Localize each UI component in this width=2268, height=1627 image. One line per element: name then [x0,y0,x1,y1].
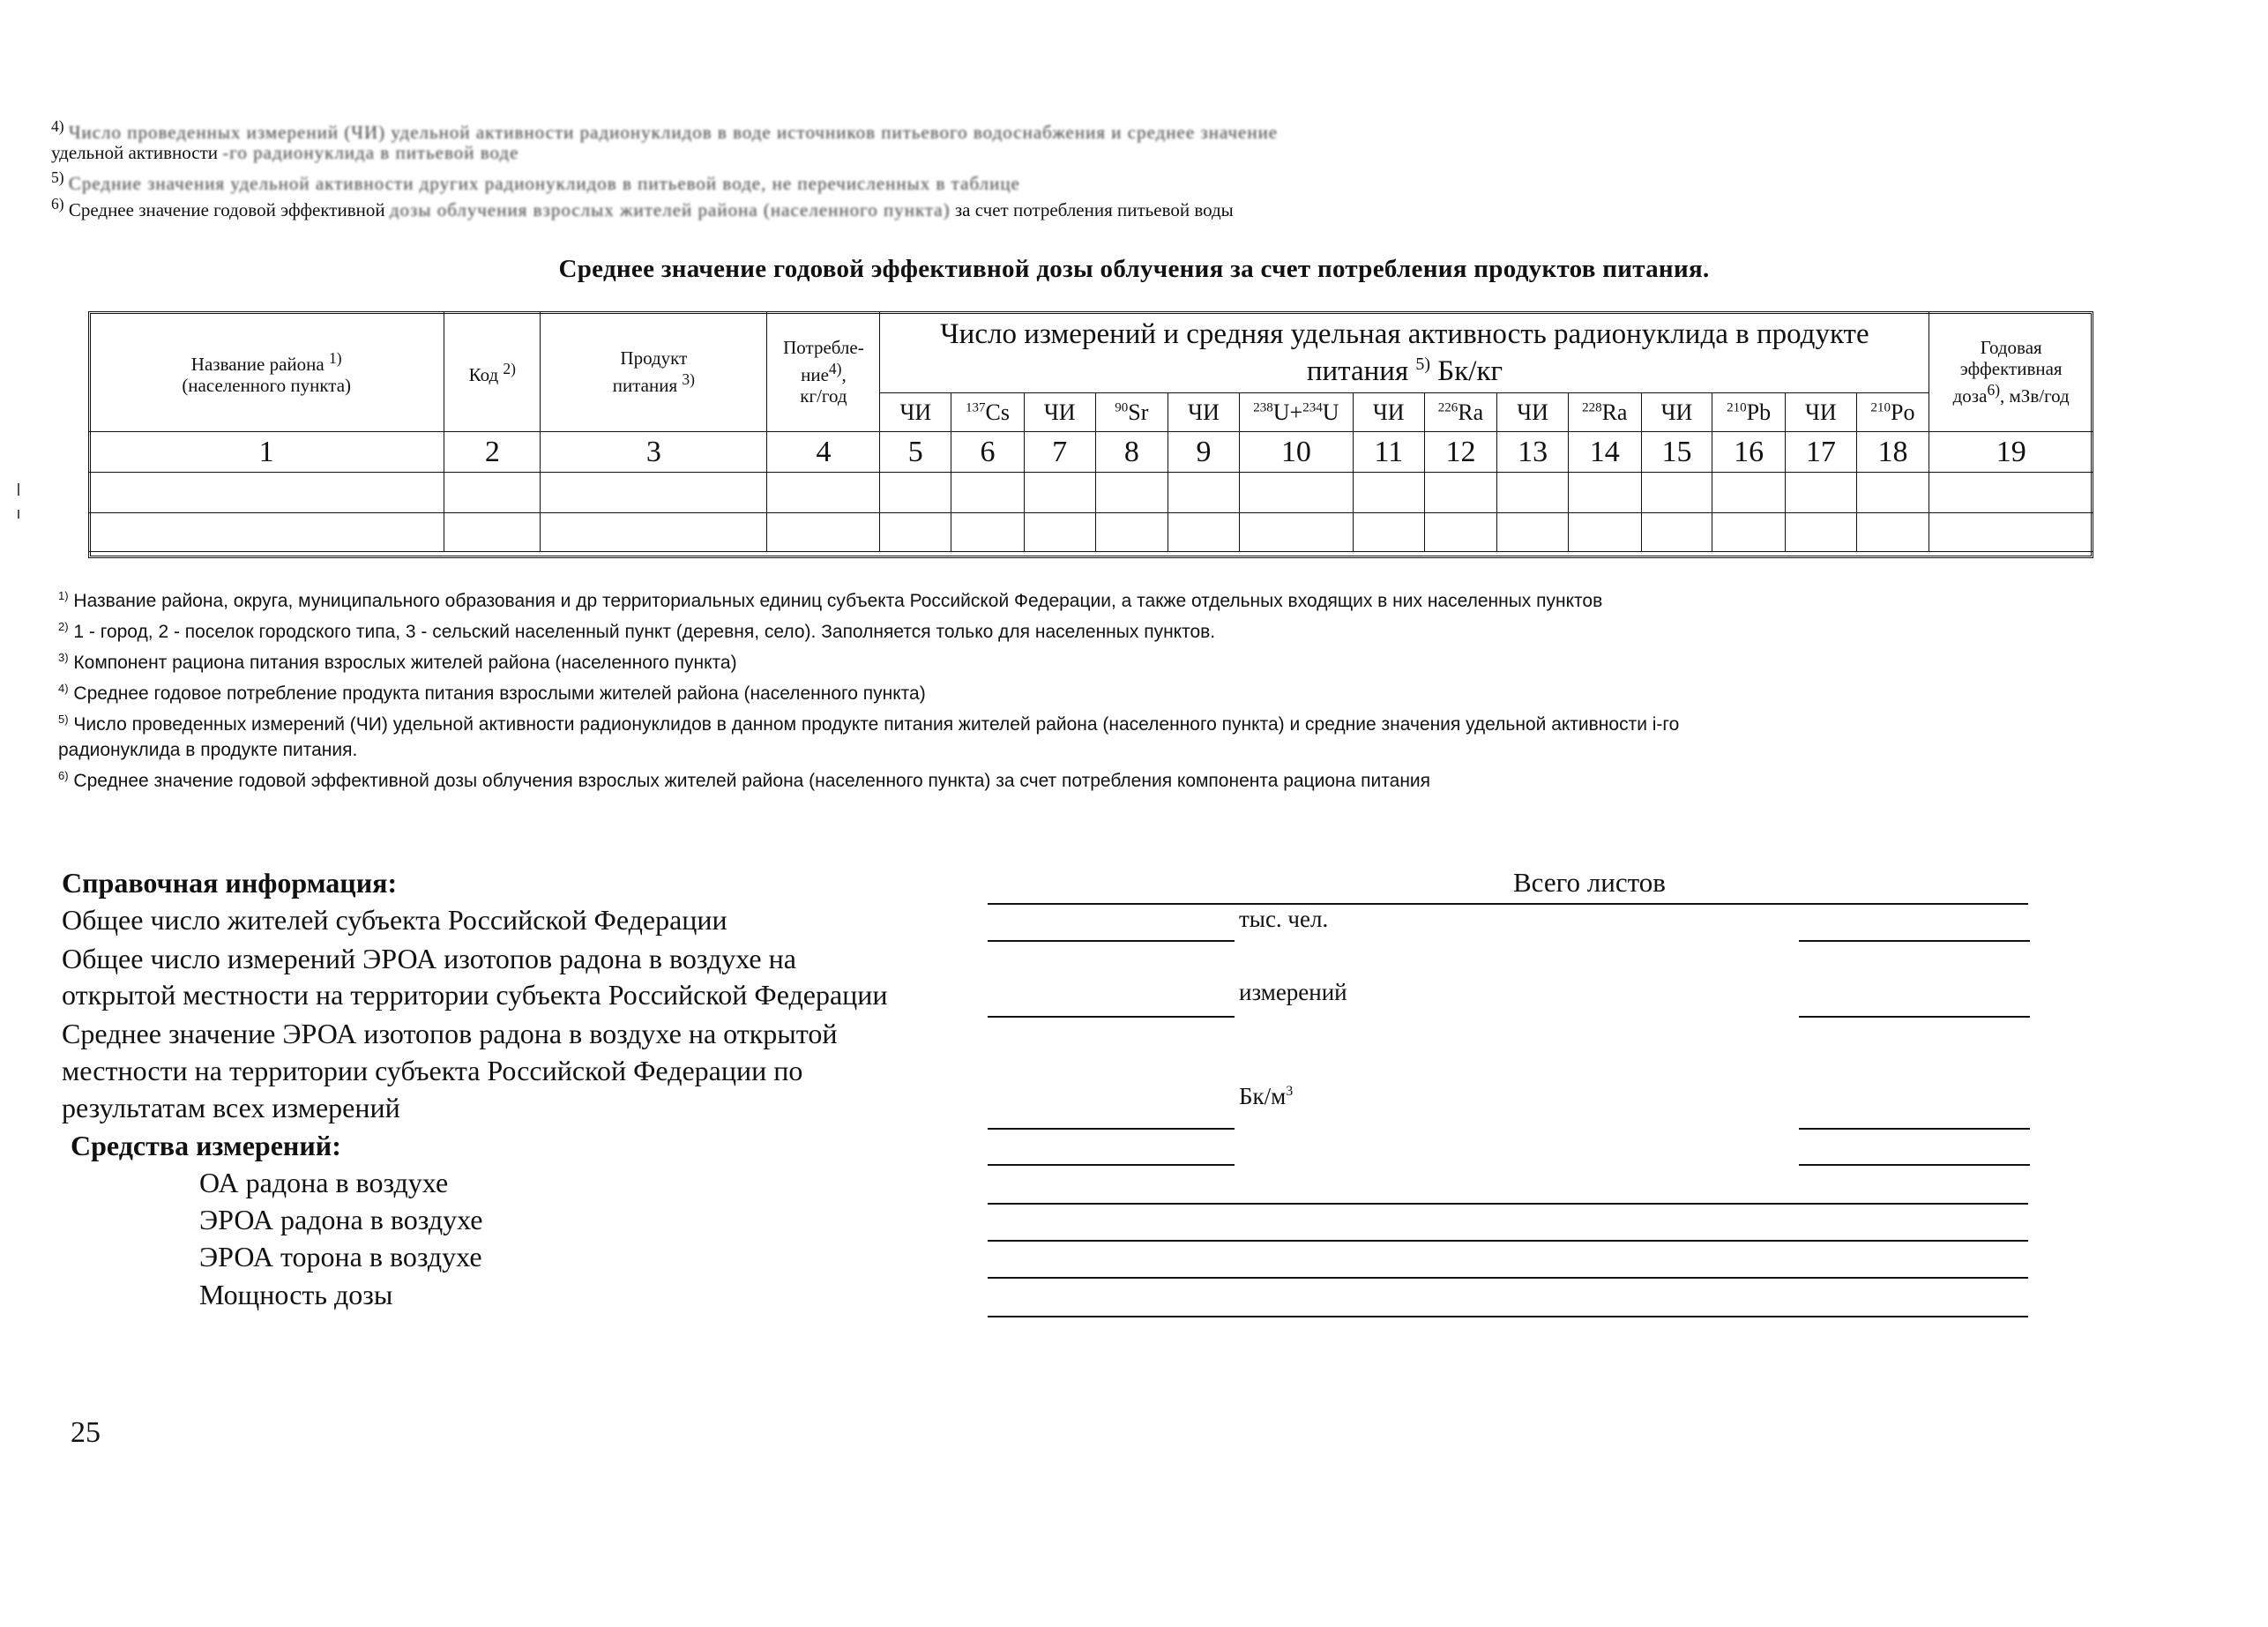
header-sr90: $^{90}$Sr [1095,393,1168,432]
header-ci-ra226: ЧИ [1353,393,1424,432]
table-cell[interactable] [880,473,951,513]
table-cell[interactable] [541,513,767,552]
table-cell[interactable] [1168,473,1240,513]
header-ci-u: ЧИ [1168,393,1240,432]
header-measurements-group: Число измерений и средняя удельная активность радионуклида в продукте питания $^{5)}$ Бк/кг [880,312,1929,393]
total-sheets-line [988,903,2028,905]
margin-mark [18,510,19,519]
table-cell[interactable] [89,513,444,552]
radon-mean-label-2: местности на территории субъекта Российской Федерации по [62,1055,803,1086]
radon-count-input-line-2[interactable] [1799,1016,2030,1018]
residents-input-line[interactable] [988,940,1235,942]
table-cell[interactable] [444,513,541,552]
table-cell[interactable] [1424,473,1497,513]
reference-heading: Справочная информация: [62,867,398,899]
radon-mean-input-line-2[interactable] [1799,1128,2030,1130]
header-district: Название района $^{1)}$ (населенного пункта) [89,312,444,432]
instrument-oa-radon: ОА радона в воздухе [199,1167,449,1198]
table-cell[interactable] [1168,513,1240,552]
table-cell[interactable] [1024,513,1095,552]
table-cell[interactable] [1024,473,1095,513]
footnote-5-cont: радионуклида в продукте питания. [58,740,358,760]
column-number: 19 [1929,432,2093,473]
column-number: 6 [951,432,1025,473]
top-note-5: $^{5)}$ Средние значения удельной активности других радионуклидов в питьевой воде, не перечисленных в таблице [51,168,1020,194]
header-po210: $^{210}$Po [1856,393,1929,432]
header-code: Код $^{2)}$ [444,312,541,432]
table-cell[interactable] [1929,513,2093,552]
table-cell[interactable] [767,513,880,552]
instrument-eroa-radon: ЭРОА радона в воздухе [199,1204,483,1235]
instrument-eroa-thoron-line[interactable] [988,1277,2028,1279]
total-sheets-label: Всего листов [1513,867,1666,898]
instrument-dose-rate: Мощность дозы [199,1279,393,1310]
table-row [89,473,2093,513]
instruments-input-line-2[interactable] [1799,1164,2030,1166]
radon-count-label-2: открытой местности на территории субъекта Российской Федерации [62,979,888,1011]
header-product: Продукт питания $^{3)}$ [541,312,767,432]
header-ci-ra228: ЧИ [1497,393,1569,432]
column-number: 4 [767,432,880,473]
table-cell[interactable] [1353,513,1424,552]
header-pb210: $^{210}$Pb [1712,393,1786,432]
header-cs137: $^{137}$Cs [951,393,1025,432]
table-cell[interactable] [1641,513,1712,552]
food-dose-table [88,311,2093,552]
column-number: 17 [1786,432,1857,473]
table-cell[interactable] [1712,513,1786,552]
table-cell[interactable] [1239,473,1353,513]
header-ra226: $^{226}$Ra [1424,393,1497,432]
column-number: 3 [541,432,767,473]
table-cell[interactable] [767,473,880,513]
header-ci-pb210: ЧИ [1641,393,1712,432]
column-number: 15 [1641,432,1712,473]
column-number: 7 [1024,432,1095,473]
table-cell[interactable] [951,473,1025,513]
table-cell[interactable] [1641,473,1712,513]
radon-count-unit: измерений [1239,979,1347,1005]
instrument-oa-radon-line[interactable] [988,1203,2028,1205]
header-annual-dose: Годовая эффективная доза$^{6)}$, мЗв/год [1929,312,2093,432]
page-number: 25 [71,1416,101,1449]
header-ci-po210: ЧИ [1786,393,1857,432]
radon-count-label-1: Общее число измерений ЭРОА изотопов радона в воздухе на [62,943,796,974]
radon-mean-input-line[interactable] [988,1128,1235,1130]
table-cell[interactable] [541,473,767,513]
table-cell[interactable] [880,513,951,552]
header-consumption: Потребле- ние$^{4)}$, кг/год [767,312,880,432]
footnote-4: $^{4)}$ Среднее годовое потребление продукта питания взрослыми жителей района (населенного пункта) [58,682,926,704]
table-footnotes [58,583,1679,794]
residents-label: Общее число жителей субъекта Российской Федерации [62,904,727,936]
column-number: 16 [1712,432,1786,473]
table-cell[interactable] [89,473,444,513]
radon-mean-label-1: Среднее значение ЭРОА изотопов радона в воздухе на открытой [62,1018,838,1049]
instruments-heading: Средства измерений: [71,1130,341,1161]
column-number: 18 [1856,432,1929,473]
instrument-eroa-thoron: ЭРОА торона в воздухе [199,1241,482,1272]
table-cell[interactable] [1095,513,1168,552]
column-number: 12 [1424,432,1497,473]
table-cell[interactable] [1568,473,1641,513]
table-cell[interactable] [1856,513,1929,552]
column-number: 13 [1497,432,1569,473]
column-number: 5 [880,432,951,473]
table-cell[interactable] [1239,513,1353,552]
column-number-row [89,432,2093,473]
header-ra228: $^{228}$Ra [1568,393,1641,432]
column-number: 14 [1568,432,1641,473]
table-title: Среднее значение годовой эффективной дозы облучения за счет потребления продуктов питания. [558,255,1710,283]
instrument-eroa-radon-line[interactable] [988,1240,2028,1242]
column-number: 11 [1353,432,1424,473]
table-cell[interactable] [1353,473,1424,513]
table-cell[interactable] [1424,513,1497,552]
column-number: 10 [1239,432,1353,473]
table-cell[interactable] [1856,473,1929,513]
residents-unit: тыс. чел. [1239,906,1329,932]
table-cell[interactable] [1497,473,1569,513]
table-cell[interactable] [1568,513,1641,552]
footnote-6: $^{6)}$ Среднее значение годовой эффективной дозы облучения взрослых жителей района (населенного пункта) за счет потребления компонента рациона питания [58,769,1431,791]
radon-count-input-line[interactable] [988,1016,1235,1018]
radon-mean-label-3: результатам всех измерений [62,1092,400,1123]
footnote-3: $^{3)}$ Компонент рациона питания взрослых жителей района (населенного пункта) [58,651,737,673]
column-number: 9 [1168,432,1240,473]
column-number: 2 [444,432,541,473]
margin-mark [18,483,19,496]
table-cell[interactable] [1929,473,2093,513]
instruments-input-line[interactable] [988,1164,1235,1166]
footnote-2: $^{2)}$ 1 - город, 2 - поселок городского типа, 3 - сельский населенный пункт (деревня, село). Заполняется только для населенных пунктов. [58,620,1216,642]
table-cell[interactable] [1712,473,1786,513]
top-note-4: $^{4)}$ Число проведенных измерений (ЧИ) удельной активности радионуклидов в воде источников питьевого водоснабжения и среднее значение [51,117,1279,143]
footnote-1: $^{1)}$ Название района, округа, муниципального образования и др территориальных единиц субъекта Российской Федерации, а также отдельных входящих в них населенных пунктов [58,589,1603,611]
header-ci-cs137: ЧИ [880,393,951,432]
table-cell[interactable] [951,513,1025,552]
header-ci-sr90: ЧИ [1024,393,1095,432]
residents-input-line-2[interactable] [1799,940,2030,942]
table-cell[interactable] [444,473,541,513]
instrument-dose-rate-line[interactable] [988,1316,2028,1317]
footnote-5: $^{5)}$ Число проведенных измерений (ЧИ) удельной активности радионуклидов в данном продукте питания жителей района (населенного пункта) и средние значения удельной активности i-го [58,713,1680,735]
top-note-4-cont: удельной активности -го радионуклида в питьевой воде [51,142,519,163]
radon-mean-unit: $Бк/м^3$ [1239,1083,1294,1109]
table-cell[interactable] [1497,513,1569,552]
table-row [89,513,2093,552]
table-cell[interactable] [1786,473,1857,513]
top-note-6: $^{6)}$ Среднее значение годовой эффективной дозы облучения взрослых жителей района (населенного пункта) за счет потребления питьевой воды [51,195,1234,220]
column-number: 1 [89,432,444,473]
table-cell[interactable] [1786,513,1857,552]
header-u238-u234: $^{238}$U+$^{234}$U [1239,393,1353,432]
table-cell[interactable] [1095,473,1168,513]
column-number: 8 [1095,432,1168,473]
